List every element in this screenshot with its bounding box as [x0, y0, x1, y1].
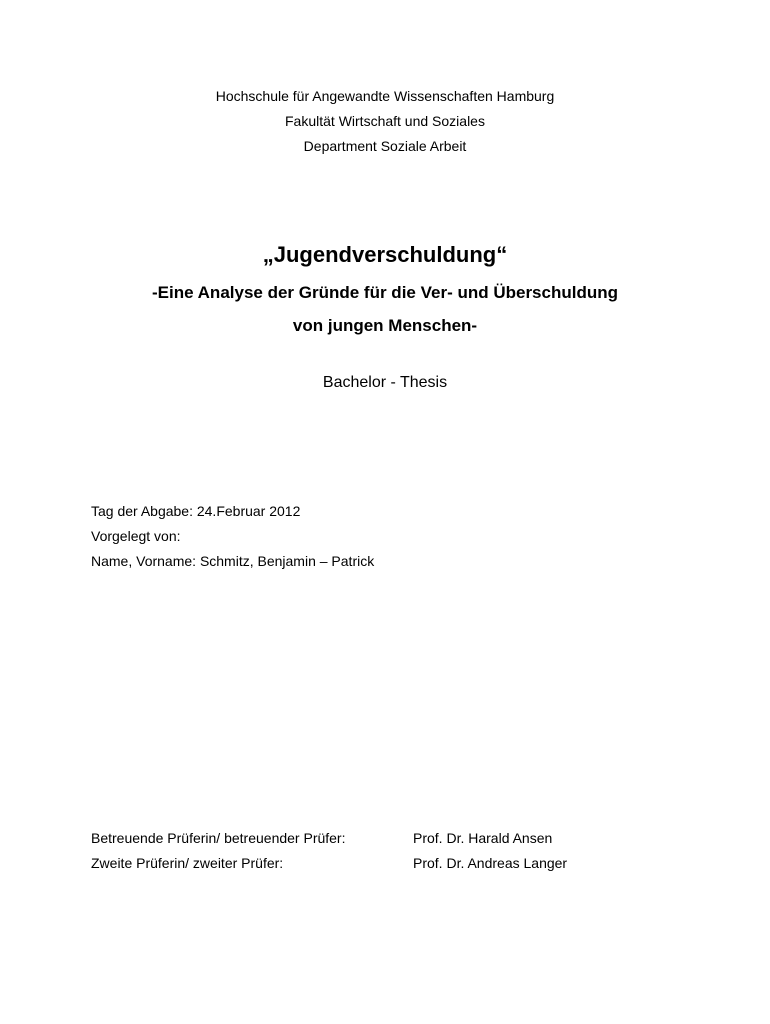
submitted-by-label: Vorgelegt von:	[91, 528, 181, 544]
university-name: Hochschule für Angewandte Wissenschaften Hamburg	[215, 88, 555, 104]
second-examiner-name: Prof. Dr. Andreas Langer	[413, 855, 568, 871]
second-examiner-label: Zweite Prüferin/ zweiter Prüfer:	[91, 855, 284, 871]
submission-date: Tag der Abgabe: 24.Februar 2012	[91, 503, 301, 519]
thesis-type: Bachelor - Thesis	[322, 374, 448, 391]
first-examiner-name: Prof. Dr. Harald Ansen	[413, 830, 553, 846]
thesis-title: „Jugendverschuldung“	[262, 242, 508, 267]
thesis-subtitle-line-1: -Eine Analyse der Gründe für die Ver- und Überschuldung	[152, 283, 618, 302]
author-name: Name, Vorname: Schmitz, Benjamin – Patrick	[91, 553, 375, 569]
faculty-name: Fakultät Wirtschaft und Soziales	[285, 113, 485, 129]
department-name: Department Soziale Arbeit	[303, 138, 467, 154]
first-examiner-label: Betreuende Prüferin/ betreuender Prüfer:	[91, 830, 346, 846]
thesis-subtitle-line-2: von jungen Menschen-	[292, 316, 478, 335]
